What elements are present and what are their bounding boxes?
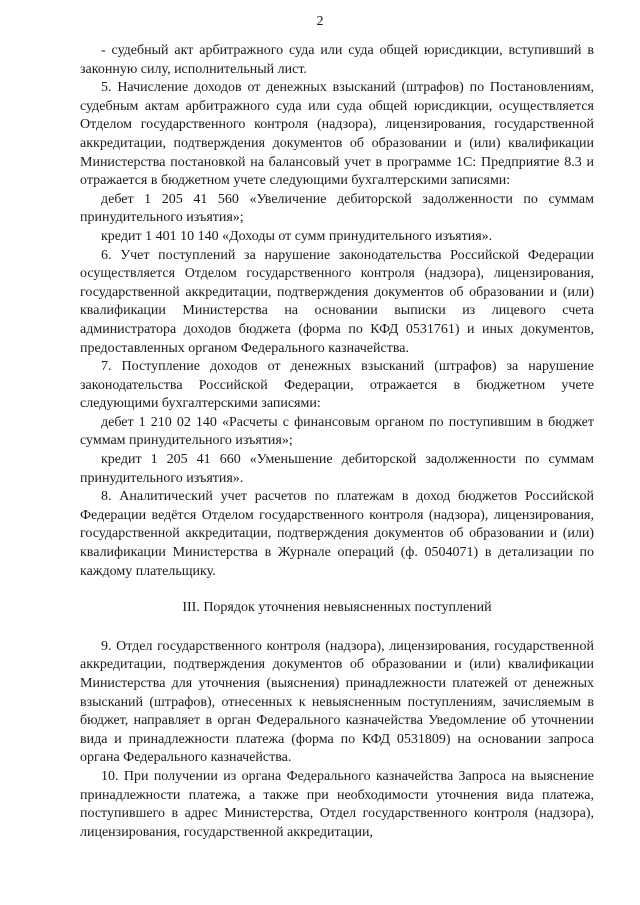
accounting-entry-debit-7: дебет 1 210 02 140 «Расчеты с финансовым органом по поступившим в бюджет суммам принудительного изъятия»; [80,414,594,449]
paragraph-court-act: - судебный акт арбитражного суда или суда общей юрисдикции, вступивший в законную силу, исполнительный лист. [80,43,594,77]
page-number: 2 [316,14,324,29]
paragraph-5: 5. Начисление доходов от денежных взысканий (штрафов) по Постановлениям, судебным актам арбитражного суда или суда общей юрисдикции, осуществляется Отделом государственного контроля (надзора), лицензирования, государственной аккредитации, подтверждения документов об образовании и (или) квалификации Министерства постановкой на балансовый учет в программе 1С: Предприятие 8.3 и отражается в бюджетном учете следующими бухгалтерскими записями: [80,80,594,189]
document-body [80,42,594,842]
paragraph-7: 7. Поступление доходов от денежных взысканий (штрафов) за нарушение законодательства Российской Федерации, отражается в бюджетном учете следующими бухгалтерскими записями: [80,359,594,412]
paragraph-10: 10. При получении из органа Федерального казначейства Запроса на выяснение принадлежности платежа, а также при необходимости уточнения вида платежа, поступившего в адрес Министерства, Отдел государственного контроля (надзора), лицензирования, государственной аккредитации, [80,768,594,840]
paragraph-6: 6. Учет поступлений за нарушение законодательства Российской Федерации осуществляется Отделом государственного контроля (надзора), лицензирования, государственной аккредитации, подтверждения документов об образовании и (или) квалификации Министерства на основании выписки из лицевого счета администратора доходов бюджета (форма по КФД 0531761) и иных документов, предоставленных органом Федерального казначейства. [80,247,594,356]
paragraph-9: 9. Отдел государственного контроля (надзора), лицензирования, государственной аккредитации, подтверждения документов об образовании и (или) квалификации Министерства для уточнения (выяснения) принадлежности платежей от денежных взысканий (штрафов), отнесенных к невыясненным поступлениям, зачисляемым в бюджет, направляет в орган Федерального казначейства Уведомление об уточнении вида и принадлежности платежа (форма по КФД 0531809) на основании запроса органа Федерального казначейства. [80,638,594,766]
paragraph-8: 8. Аналитический учет расчетов по платежам в доход бюджетов Российской Федерации ведётся Отделом государственного контроля (надзора), лицензирования, государственной аккредитации, подтверждения документов об образовании и (или) квалификации Министерства в Журнале операций (ф. 0504071) в детализации по каждому плательщику. [80,489,594,579]
accounting-entry-debit-5: дебет 1 205 41 560 «Увеличение дебиторской задолженности по суммам принудительного изъятия»; [80,191,594,226]
accounting-entry-credit-7: кредит 1 205 41 660 «Уменьшение дебиторской задолженности по суммам принудительного изъятия». [80,452,594,486]
section-title: III. Порядок уточнения невыясненных поступлений [182,600,492,616]
accounting-entry-credit-5: кредит 1 401 10 140 «Доходы от сумм принудительного изъятия». [101,228,493,244]
